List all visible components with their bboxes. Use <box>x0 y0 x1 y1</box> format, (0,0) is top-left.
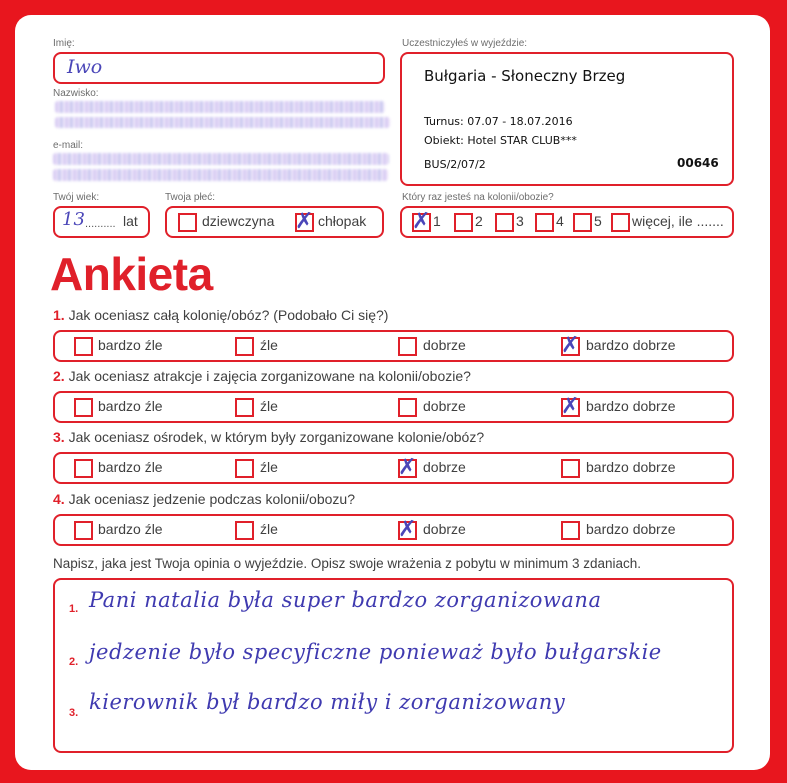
times-field <box>400 206 734 238</box>
q3-option-dobrze: dobrze <box>423 459 466 475</box>
q4-checkbox-bardzo-dobrze[interactable] <box>561 521 580 540</box>
email-redacted <box>53 153 389 165</box>
surname-redacted-2 <box>55 117 390 128</box>
question-4 <box>53 491 355 507</box>
q3-option-zle: źle <box>260 459 278 475</box>
q4-option-bardzo-zle: bardzo źle <box>98 521 163 537</box>
question-4-text: Jak oceniasz jedzenie podczas kolonii/obozu? <box>68 491 355 507</box>
times-option-1: 1 <box>433 213 441 229</box>
times-check-mark: ✗ <box>412 209 431 234</box>
times-option-5: 5 <box>594 213 602 229</box>
q3-checkbox-bardzo-zle[interactable] <box>74 459 93 478</box>
participant-label: Uczestniczyłeś w wyjeździe: <box>402 38 528 49</box>
question-3 <box>53 429 484 445</box>
q2-check-mark: ✗ <box>561 394 580 419</box>
question-4-answers <box>53 514 734 546</box>
times-option-2: 2 <box>475 213 483 229</box>
question-2-answers <box>53 391 734 423</box>
opinion-line-1: Pani natalia była super bardzo zorganizowana <box>89 588 602 612</box>
age-dots: .......... <box>85 218 116 230</box>
q3-checkbox-zle[interactable] <box>235 459 254 478</box>
q2-checkbox-bardzo-zle[interactable] <box>74 398 93 417</box>
question-1-number: 1. <box>53 307 65 323</box>
q4-option-zle: źle <box>260 521 278 537</box>
question-3-text: Jak oceniasz ośrodek, w którym były zorganizowane kolonie/obóz? <box>68 429 485 445</box>
q4-check-mark: ✗ <box>398 517 417 542</box>
q1-checkbox-dobrze[interactable] <box>398 337 417 356</box>
opinion-line-2-number: 2. <box>69 656 79 668</box>
q2-option-bardzo-dobrze: bardzo dobrze <box>586 398 676 414</box>
name-field[interactable] <box>53 52 385 84</box>
email-label: e-mail: <box>53 140 84 151</box>
survey-sheet <box>15 15 770 770</box>
gender-checkbox-dziewczyna[interactable] <box>178 213 197 232</box>
q3-option-bardzo-zle: bardzo źle <box>98 459 163 475</box>
trip-turnus: Turnus: 07.07 - 18.07.2016 <box>424 115 573 128</box>
q4-option-dobrze: dobrze <box>423 521 466 537</box>
q1-option-dobrze: dobrze <box>423 337 466 353</box>
times-checkbox-2[interactable] <box>454 213 473 232</box>
question-2-number: 2. <box>53 368 65 384</box>
surname-redacted <box>55 101 385 113</box>
times-label: Który raz jesteś na kolonii/obozie? <box>402 192 554 203</box>
question-2-text: Jak oceniasz atrakcje i zajęcia zorganizowane na kolonii/obozie? <box>68 368 471 384</box>
question-3-answers <box>53 452 734 484</box>
gender-option-chlopak: chłopak <box>318 213 367 229</box>
question-1-text: Jak oceniasz całą kolonię/obóz? (Podobało Ci się?) <box>68 307 389 323</box>
q1-check-mark: ✗ <box>561 333 580 358</box>
q1-option-bardzo-dobrze: bardzo dobrze <box>586 337 676 353</box>
q2-checkbox-zle[interactable] <box>235 398 254 417</box>
gender-check-mark: ✗ <box>295 209 314 234</box>
q1-option-bardzo-zle: bardzo źle <box>98 337 163 353</box>
trip-bus: BUS/2/07/2 <box>424 158 486 171</box>
question-3-number: 3. <box>53 429 65 445</box>
question-1-answers <box>53 330 734 362</box>
opinion-line-1-number: 1. <box>69 603 79 615</box>
q2-option-dobrze: dobrze <box>423 398 466 414</box>
trip-code: 00646 <box>677 156 719 170</box>
survey-title: Ankieta <box>50 248 213 300</box>
opinion-line-3-number: 3. <box>69 707 79 719</box>
question-1 <box>53 307 388 323</box>
times-checkbox-4[interactable] <box>535 213 554 232</box>
gender-label: Twoja płeć: <box>165 192 216 203</box>
opinion-line-2: jedzenie było specyficzne ponieważ było bułgarskie <box>89 640 662 664</box>
opinion-box[interactable] <box>53 578 734 753</box>
times-option-more: więcej, ile ....... <box>632 213 724 229</box>
name-label: Imię: <box>53 38 75 49</box>
times-option-4: 4 <box>556 213 564 229</box>
q3-check-mark: ✗ <box>398 455 417 480</box>
gender-option-dziewczyna: dziewczyna <box>202 213 275 229</box>
q1-checkbox-zle[interactable] <box>235 337 254 356</box>
age-unit: lat <box>123 213 138 229</box>
opinion-line-3: kierownik był bardzo miły i zorganizowany <box>89 690 566 714</box>
email-redacted-2 <box>53 169 388 181</box>
age-label: Twój wiek: <box>53 192 100 203</box>
times-option-3: 3 <box>516 213 524 229</box>
q2-option-bardzo-zle: bardzo źle <box>98 398 163 414</box>
times-checkbox-5[interactable] <box>573 213 592 232</box>
q4-checkbox-bardzo-zle[interactable] <box>74 521 93 540</box>
times-checkbox-more[interactable] <box>611 213 630 232</box>
surname-label: Nazwisko: <box>53 88 99 99</box>
question-2 <box>53 368 471 384</box>
age-field[interactable] <box>53 206 150 238</box>
name-value: Iwo <box>67 56 103 78</box>
q1-option-zle: źle <box>260 337 278 353</box>
q4-option-bardzo-dobrze: bardzo dobrze <box>586 521 676 537</box>
trip-object: Obiekt: Hotel STAR CLUB*** <box>424 134 577 147</box>
opinion-prompt: Napisz, jaka jest Twoja opinia o wyjeździe. Opisz swoje wrażenia z pobytu w minimum 3 zdaniach. <box>53 556 642 571</box>
q2-option-zle: źle <box>260 398 278 414</box>
q3-option-bardzo-dobrze: bardzo dobrze <box>586 459 676 475</box>
q4-checkbox-zle[interactable] <box>235 521 254 540</box>
trip-destination: Bułgaria - Słoneczny Brzeg <box>424 67 626 85</box>
trip-info-box <box>400 52 734 186</box>
gender-field <box>165 206 384 238</box>
q2-checkbox-dobrze[interactable] <box>398 398 417 417</box>
q1-checkbox-bardzo-zle[interactable] <box>74 337 93 356</box>
q3-checkbox-bardzo-dobrze[interactable] <box>561 459 580 478</box>
times-checkbox-3[interactable] <box>495 213 514 232</box>
question-4-number: 4. <box>53 491 65 507</box>
age-value: 13 <box>62 209 85 230</box>
